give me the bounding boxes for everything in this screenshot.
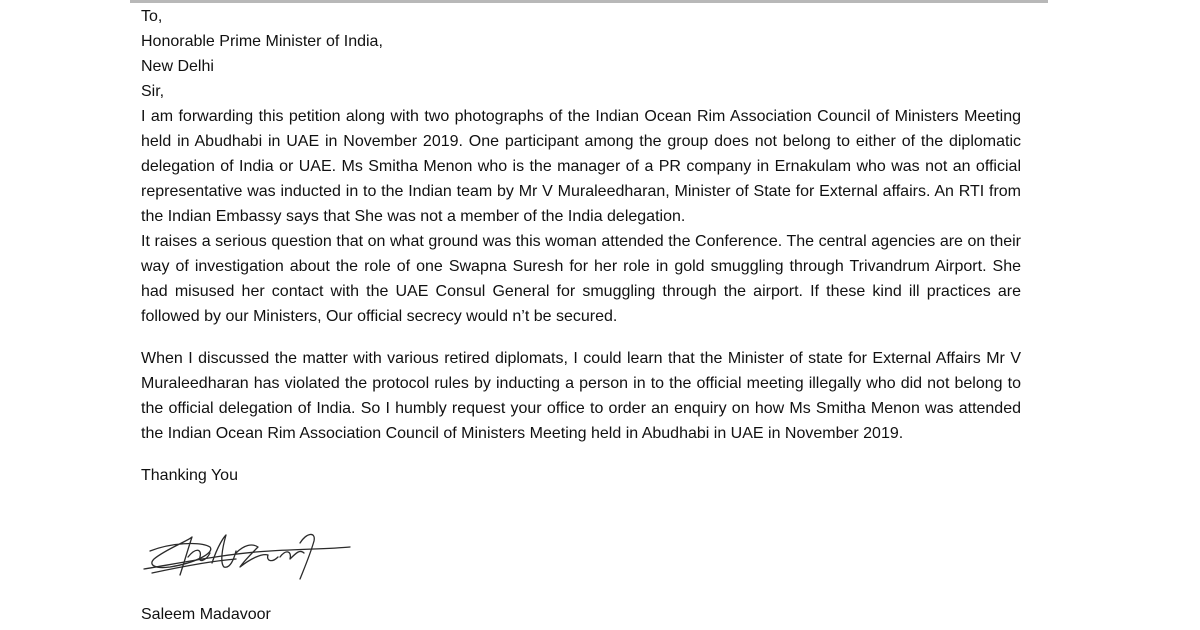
signer-name: Saleem Madavoor (141, 606, 271, 623)
greeting: Sir, (141, 83, 165, 100)
salutation-to: To, (141, 8, 163, 25)
top-rule (130, 0, 1048, 3)
city: New Delhi (141, 58, 214, 75)
letter-body (141, 4, 1021, 488)
addressee: Honorable Prime Minister of India, (141, 33, 383, 50)
paragraph-2: It raises a serious question that on what ground was this woman attended the Conference. The central agencies are on their way of investigation about the role of one Swapna Suresh for her role in gold smuggling through Trivandrum Airport. She had misused her contact with the UAE Consul General for smuggling through the airport. If these kind ill practices are followed by our Ministers, Our official secrecy would n’t be secured. (141, 233, 1021, 325)
signature-image (140, 523, 360, 583)
closing: Thanking You (141, 467, 238, 484)
paragraph-3: When I discussed the matter with various retired diplomats, I could learn that the Minister of state for External Affairs Mr V Muraleedharan has violated the protocol rules by inducting a person in to the official meeting illegally who did not belong to the official delegation of India. So I humbly request your office to order an enquiry on how Ms Smitha Menon was attended the Indian Ocean Rim Association Council of Ministers Meeting held in Abudhabi in UAE in November 2019. (141, 350, 1021, 442)
paragraph-1: I am forwarding this petition along with two photographs of the Indian Ocean Rim Association Council of Ministers Meeting held in Abudhabi in UAE in November 2019. One participant among the group does not belong to either of the diplomatic delegation of India or UAE. Ms Smitha Menon who is the manager of a PR company in Ernakulam who was not an official representative was inducted in to the Indian team by Mr V Muraleedharan, Minister of State for External affairs. An RTI from the Indian Embassy says that She was not a member of the India delegation. (141, 108, 1021, 225)
